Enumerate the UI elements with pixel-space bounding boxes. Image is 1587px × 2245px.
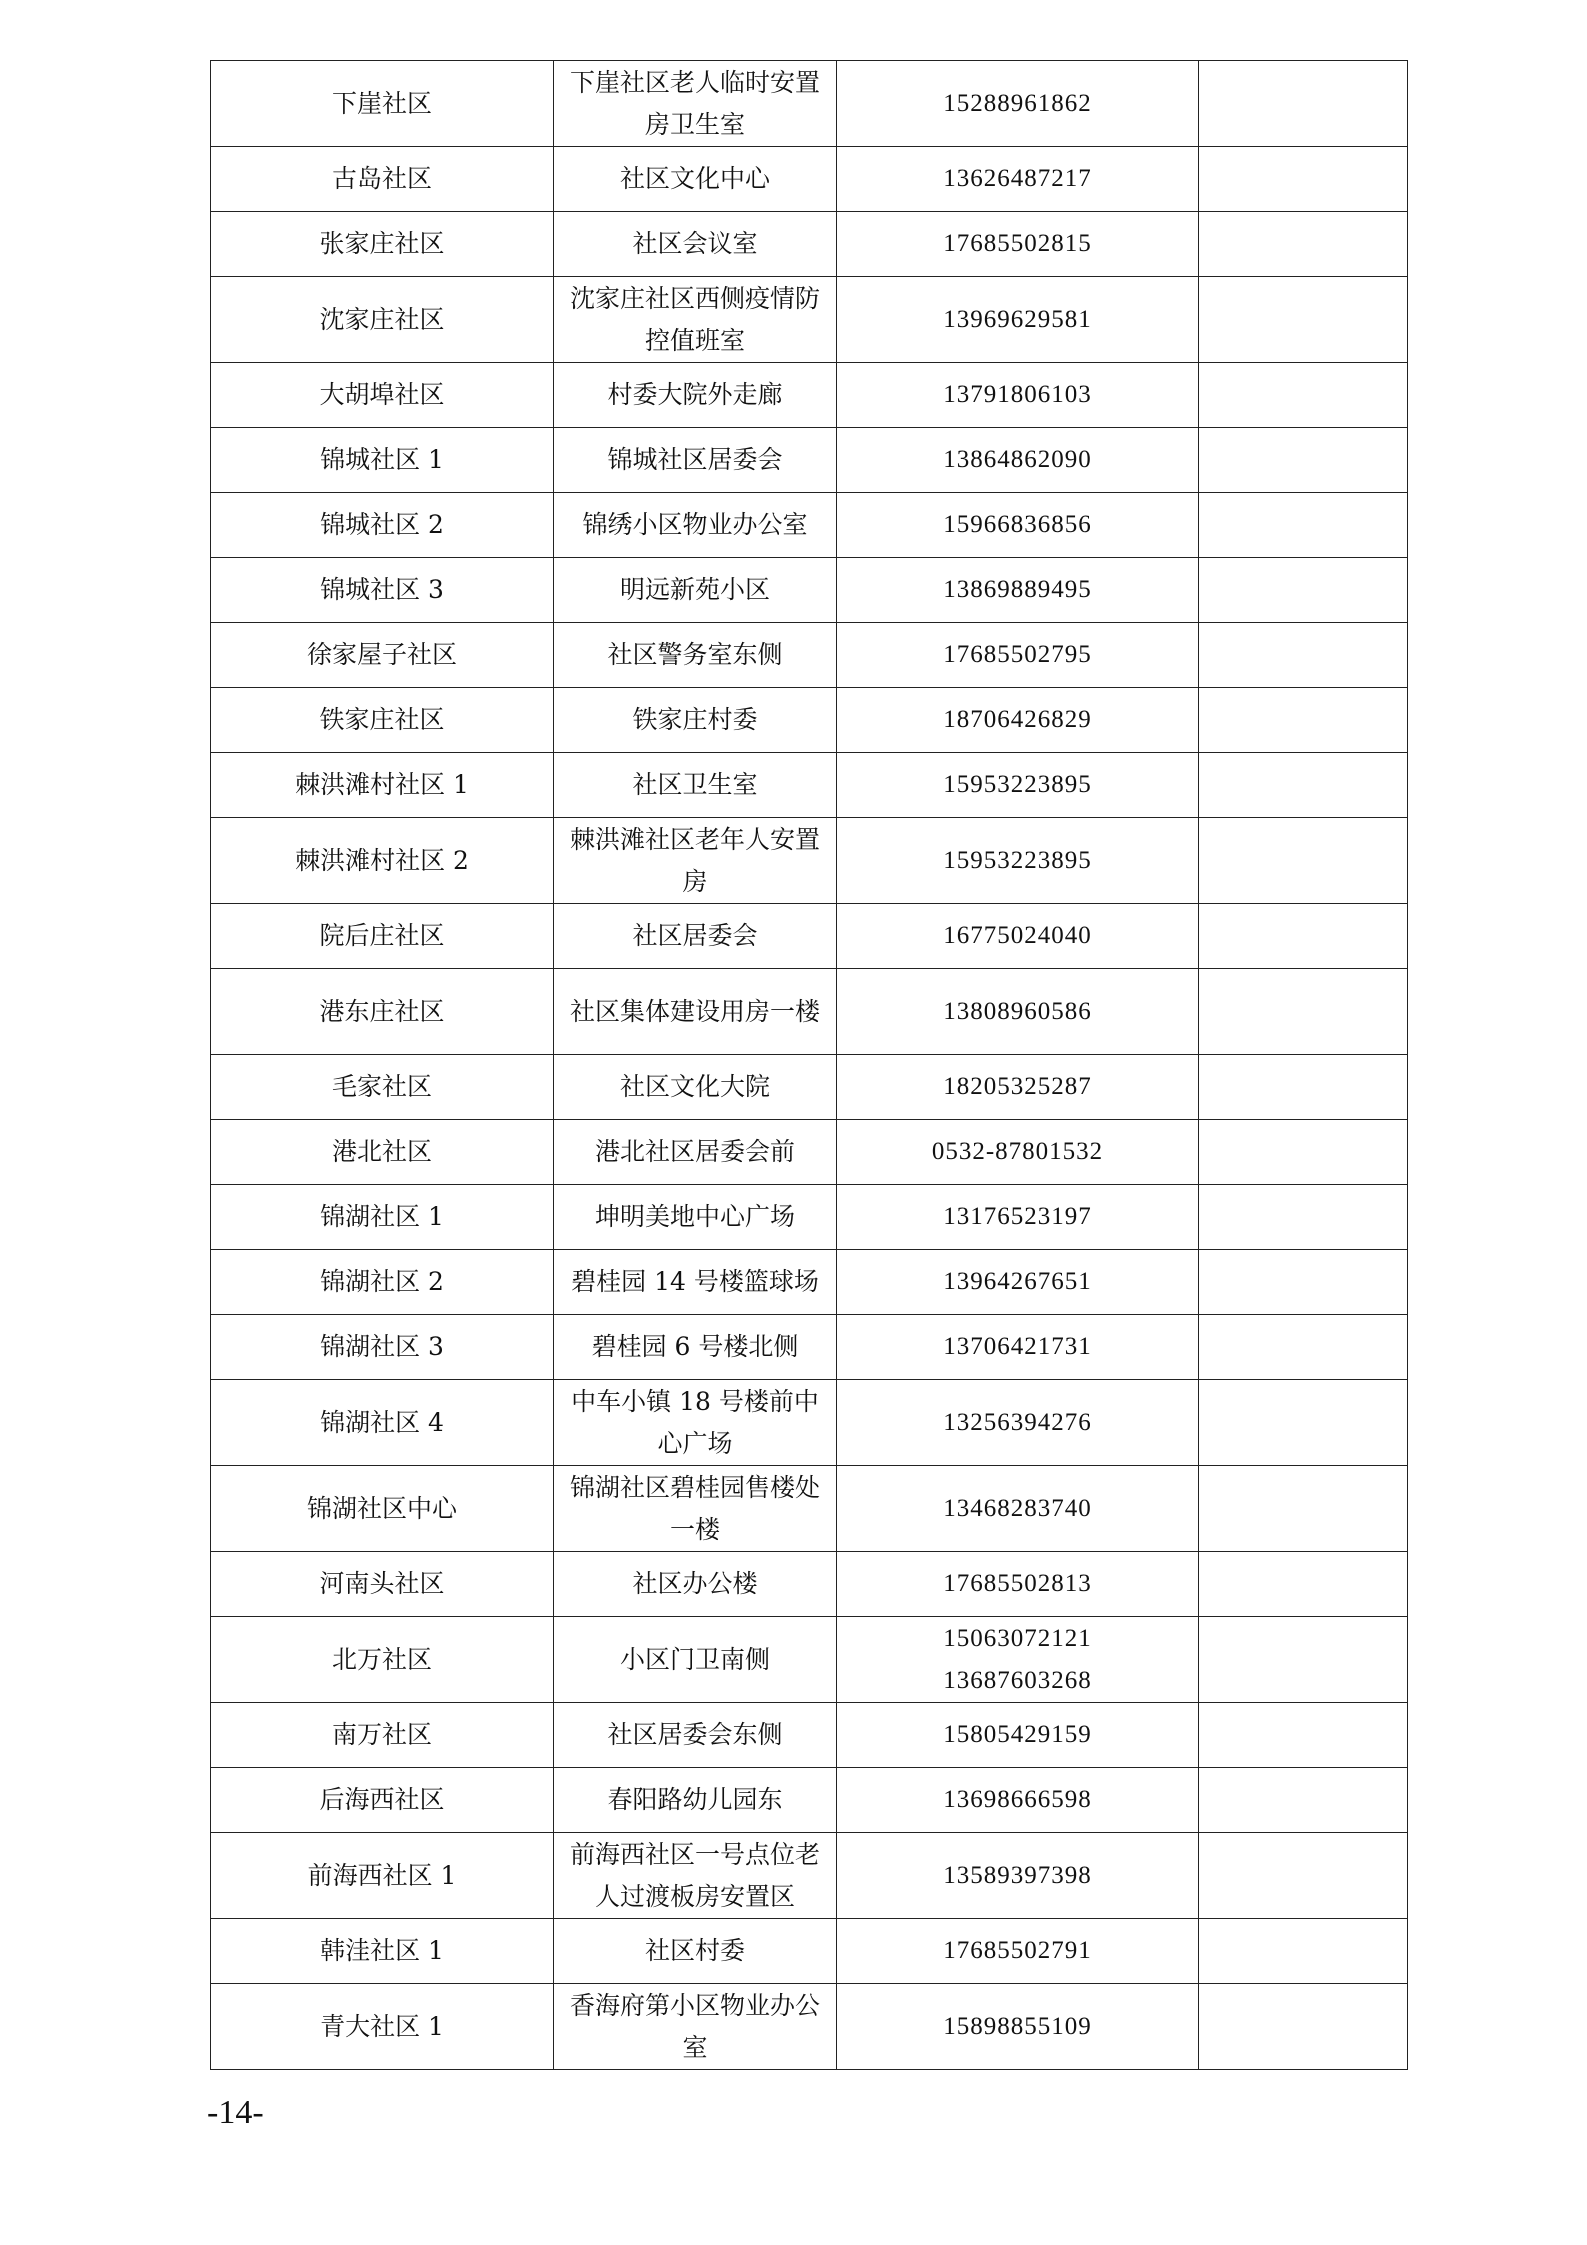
location-cell: 社区文化大院 — [554, 1055, 837, 1120]
phone-cell — [837, 1380, 1199, 1466]
phone-cell — [837, 969, 1199, 1055]
note-cell — [1199, 1120, 1408, 1185]
table-row — [211, 493, 1408, 558]
location-cell: 前海西社区一号点位老人过渡板房安置区 — [554, 1833, 837, 1919]
phone-number: 13808960586 — [943, 997, 1092, 1025]
phone-cell — [837, 1552, 1199, 1617]
location-cell: 社区居委会东侧 — [554, 1703, 837, 1768]
phone-cell — [837, 61, 1199, 147]
phone-cell — [837, 363, 1199, 428]
phone-number: 0532-87801532 — [931, 1138, 1104, 1165]
community-cell: 河南头社区 — [211, 1552, 554, 1617]
note-cell — [1199, 1768, 1408, 1833]
location-cell: 明远新苑小区 — [554, 558, 837, 623]
note-cell — [1199, 277, 1408, 363]
community-cell: 锦湖社区 1 — [211, 1185, 554, 1250]
community-cell: 徐家屋子社区 — [211, 623, 554, 688]
phone-cell — [837, 1919, 1199, 1984]
phone-cell — [837, 212, 1199, 277]
phone-cell — [837, 1315, 1199, 1380]
phone-number: 15966836856 — [943, 511, 1092, 538]
table-row — [211, 969, 1408, 1055]
phone-cell — [837, 1055, 1199, 1120]
phone-number: 15063072121 — [943, 1624, 1092, 1652]
note-cell — [1199, 623, 1408, 688]
phone-number: 13969629581 — [943, 305, 1092, 333]
phone-number: 17685502815 — [943, 230, 1092, 257]
note-cell — [1199, 1617, 1408, 1703]
phone-cell — [837, 904, 1199, 969]
location-cell: 锦城社区居委会 — [554, 428, 837, 493]
community-cell: 棘洪滩村社区 2 — [211, 818, 554, 904]
note-cell — [1199, 1315, 1408, 1380]
phone-cell — [837, 1703, 1199, 1768]
community-cell: 韩洼社区 1 — [211, 1919, 554, 1984]
table-row — [211, 212, 1408, 277]
table-row — [211, 147, 1408, 212]
table-row — [211, 277, 1408, 363]
community-cell: 前海西社区 1 — [211, 1833, 554, 1919]
note-cell — [1199, 1552, 1408, 1617]
phone-cell — [837, 1768, 1199, 1833]
phone-number: 13964267651 — [943, 1268, 1092, 1295]
phone-cell — [837, 1617, 1199, 1703]
community-cell: 港东庄社区 — [211, 969, 554, 1055]
phone-cell — [837, 1120, 1199, 1185]
phone-number: 13589397398 — [943, 1861, 1092, 1889]
location-cell: 社区卫生室 — [554, 753, 837, 818]
phone-number: 17685502795 — [943, 641, 1092, 668]
table-row — [211, 428, 1408, 493]
note-cell — [1199, 147, 1408, 212]
community-cell: 张家庄社区 — [211, 212, 554, 277]
note-cell — [1199, 558, 1408, 623]
location-cell: 碧桂园 14 号楼篮球场 — [554, 1250, 837, 1315]
note-cell — [1199, 1833, 1408, 1919]
phone-cell — [837, 428, 1199, 493]
community-cell: 毛家社区 — [211, 1055, 554, 1120]
community-cell: 锦城社区 1 — [211, 428, 554, 493]
community-cell: 锦城社区 3 — [211, 558, 554, 623]
location-cell: 港北社区居委会前 — [554, 1120, 837, 1185]
table-row — [211, 1315, 1408, 1380]
phone-cell — [837, 277, 1199, 363]
community-cell: 棘洪滩村社区 1 — [211, 753, 554, 818]
note-cell — [1199, 1185, 1408, 1250]
phone-cell — [837, 1466, 1199, 1552]
table-body — [211, 61, 1408, 2070]
table-row — [211, 1250, 1408, 1315]
community-contact-table — [210, 60, 1408, 2070]
location-cell: 香海府第小区物业办公室 — [554, 1984, 837, 2070]
table-row — [211, 363, 1408, 428]
phone-number: 18706426829 — [943, 706, 1092, 733]
phone-cell — [837, 623, 1199, 688]
note-cell — [1199, 818, 1408, 904]
community-cell: 港北社区 — [211, 1120, 554, 1185]
phone-cell — [837, 688, 1199, 753]
location-cell: 社区办公楼 — [554, 1552, 837, 1617]
phone-number: 13626487217 — [943, 165, 1092, 192]
phone-cell — [837, 753, 1199, 818]
phone-number: 15288961862 — [943, 89, 1092, 117]
table-row — [211, 904, 1408, 969]
table-row — [211, 1380, 1408, 1466]
table-row — [211, 1703, 1408, 1768]
table-row — [211, 1768, 1408, 1833]
location-cell: 社区警务室东侧 — [554, 623, 837, 688]
note-cell — [1199, 428, 1408, 493]
note-cell — [1199, 1466, 1408, 1552]
table-row — [211, 818, 1408, 904]
location-cell: 锦绣小区物业办公室 — [554, 493, 837, 558]
community-cell: 大胡埠社区 — [211, 363, 554, 428]
note-cell — [1199, 1250, 1408, 1315]
location-cell: 碧桂园 6 号楼北侧 — [554, 1315, 837, 1380]
note-cell — [1199, 753, 1408, 818]
phone-number: 15898855109 — [943, 2012, 1092, 2040]
phone-number: 17685502791 — [943, 1937, 1092, 1964]
table-row — [211, 1919, 1408, 1984]
note-cell — [1199, 1919, 1408, 1984]
community-cell: 古岛社区 — [211, 147, 554, 212]
community-cell: 南万社区 — [211, 1703, 554, 1768]
table-row — [211, 753, 1408, 818]
phone-number: 13256394276 — [943, 1408, 1092, 1436]
phone-number: 13864862090 — [943, 446, 1092, 473]
phone-number: 17685502813 — [943, 1570, 1092, 1597]
phone-cell — [837, 1984, 1199, 2070]
note-cell — [1199, 363, 1408, 428]
phone-cell — [837, 1250, 1199, 1315]
phone-cell — [837, 1833, 1199, 1919]
phone-cell — [837, 1185, 1199, 1250]
phone-number: 13869889495 — [943, 576, 1092, 603]
location-cell: 沈家庄社区西侧疫情防控值班室 — [554, 277, 837, 363]
table-row — [211, 558, 1408, 623]
location-cell: 社区村委 — [554, 1919, 837, 1984]
location-cell: 中车小镇 18 号楼前中心广场 — [554, 1380, 837, 1466]
location-cell: 社区文化中心 — [554, 147, 837, 212]
location-cell: 坤明美地中心广场 — [554, 1185, 837, 1250]
note-cell — [1199, 493, 1408, 558]
note-cell — [1199, 1380, 1408, 1466]
location-cell: 铁家庄村委 — [554, 688, 837, 753]
phone-number: 13698666598 — [943, 1786, 1092, 1813]
phone-number: 13176523197 — [943, 1203, 1092, 1230]
note-cell — [1199, 1055, 1408, 1120]
community-cell: 青大社区 1 — [211, 1984, 554, 2070]
location-cell: 春阳路幼儿园东 — [554, 1768, 837, 1833]
note-cell — [1199, 904, 1408, 969]
community-cell: 锦湖社区 2 — [211, 1250, 554, 1315]
community-cell: 锦湖社区 3 — [211, 1315, 554, 1380]
note-cell — [1199, 1984, 1408, 2070]
community-cell: 铁家庄社区 — [211, 688, 554, 753]
community-cell: 沈家庄社区 — [211, 277, 554, 363]
table-row — [211, 1120, 1408, 1185]
community-cell: 锦湖社区 4 — [211, 1380, 554, 1466]
note-cell — [1199, 688, 1408, 753]
table-row — [211, 1833, 1408, 1919]
location-cell: 下崖社区老人临时安置房卫生室 — [554, 61, 837, 147]
table-row — [211, 1984, 1408, 2070]
location-cell: 锦湖社区碧桂园售楼处一楼 — [554, 1466, 837, 1552]
phone-number: 13706421731 — [943, 1333, 1092, 1360]
table-row — [211, 1185, 1408, 1250]
community-cell: 院后庄社区 — [211, 904, 554, 969]
note-cell — [1199, 212, 1408, 277]
location-cell: 小区门卫南侧 — [554, 1617, 837, 1703]
phone-number: 13687603268 — [943, 1666, 1092, 1694]
table-row — [211, 1617, 1408, 1703]
phone-cell — [837, 558, 1199, 623]
community-cell: 锦湖社区中心 — [211, 1466, 554, 1552]
phone-number: 16775024040 — [943, 922, 1092, 949]
community-cell: 下崖社区 — [211, 61, 554, 147]
community-cell: 后海西社区 — [211, 1768, 554, 1833]
phone-number: 15953223895 — [943, 771, 1092, 798]
note-cell — [1199, 1703, 1408, 1768]
table-row — [211, 61, 1408, 147]
phone-cell — [837, 493, 1199, 558]
table-row — [211, 623, 1408, 688]
table-row — [211, 1055, 1408, 1120]
location-cell: 社区会议室 — [554, 212, 837, 277]
table-row — [211, 1552, 1408, 1617]
phone-number: 13468283740 — [943, 1494, 1092, 1522]
phone-cell — [837, 818, 1199, 904]
community-cell: 北万社区 — [211, 1617, 554, 1703]
location-cell: 村委大院外走廊 — [554, 363, 837, 428]
note-cell — [1199, 969, 1408, 1055]
table-row — [211, 688, 1408, 753]
table-row — [211, 1466, 1408, 1552]
page-number: -14- — [207, 2094, 264, 2131]
note-cell — [1199, 61, 1408, 147]
phone-cell — [837, 147, 1199, 212]
phone-number: 18205325287 — [943, 1073, 1092, 1100]
phone-number: 13791806103 — [943, 381, 1092, 408]
community-cell: 锦城社区 2 — [211, 493, 554, 558]
location-cell: 社区居委会 — [554, 904, 837, 969]
location-cell: 社区集体建设用房一楼 — [554, 969, 837, 1055]
location-cell: 棘洪滩社区老年人安置房 — [554, 818, 837, 904]
phone-number: 15805429159 — [943, 1721, 1092, 1748]
phone-number: 15953223895 — [943, 846, 1092, 874]
